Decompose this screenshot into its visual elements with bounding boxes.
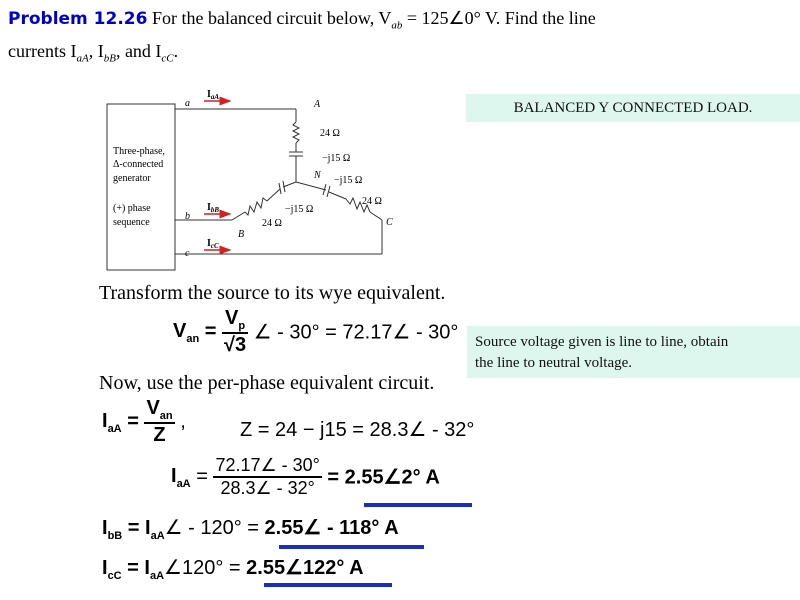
underline-icc	[264, 583, 392, 587]
icc-equation: $I_{cC}$ = $I_{aA}\angle 120^\circ$ = 2.55∠122° A	[102, 557, 364, 582]
load-note: BALANCED Y CONNECTED LOAD.	[466, 94, 800, 122]
iaa-result: = 2.55∠2° A	[327, 466, 440, 489]
z-equation: Z = 24 − j15 = 28.3∠ - 32°	[240, 419, 475, 441]
r-right-label: 24 Ω	[362, 196, 382, 207]
resistor-left	[245, 198, 267, 215]
node-a: a	[185, 98, 190, 109]
iaa-definition: $I_{aA}$ = $\frac{V_{an}}{Z}$ ,	[102, 397, 186, 446]
node-N: N	[314, 170, 321, 181]
van-fraction: $\frac{V_p}{√3}$	[224, 307, 247, 356]
step1-text: Transform the source to its wye equivalent.	[99, 282, 446, 304]
resistor-top	[293, 122, 299, 143]
x-left-label: −j15 Ω	[285, 204, 314, 215]
circuit-diagram	[100, 88, 400, 278]
current-label-aA: $I_{aA}$	[207, 89, 220, 101]
van-equation: $V_{an}$ = $\frac{V_p}{√3}$ ∠ - 30° = 72.17∠ - 30°	[173, 307, 459, 356]
node-B: B	[238, 229, 245, 240]
source-note: Source voltage given is line to line, obtain the line to neutral voltage.	[467, 326, 800, 378]
problem-text-line2: currents $I_{aA}$, $I_{bB}$, and $I_{cC}$.	[8, 40, 179, 65]
node-C: C	[386, 217, 393, 228]
current-label-bB: $I_{bB}$	[207, 202, 220, 214]
generator-label-4: (+) phase	[113, 203, 151, 214]
icc-result: 2.55∠122° A	[246, 557, 364, 579]
generator-box	[107, 104, 175, 270]
generator-label-3: generator	[113, 173, 151, 184]
current-label-cC: $I_{cC}$	[207, 238, 219, 250]
generator-label-1: Three-phase,	[113, 146, 165, 157]
underline-ibb	[279, 545, 424, 549]
x-top-label: −j15 Ω	[322, 153, 351, 164]
problem-label: Problem 12.26	[8, 9, 148, 29]
step2-text: Now, use the per-phase equivalent circuit.	[99, 372, 435, 394]
ibb-equation: $I_{bB}$ = $I_{aA}\angle - 120^\circ$ = 2.55∠ - 118° A	[102, 517, 399, 542]
node-A: A	[314, 99, 321, 110]
generator-label-5: sequence	[113, 217, 150, 228]
iaa-calculation: $I_{aA}$ = $\frac{72.17\angle - 30^\circ}{28.3\angle - 32^\circ}$ = 2.55∠2° A	[171, 455, 440, 498]
problem-statement	[8, 6, 768, 71]
x-right-label: −j15 Ω	[334, 175, 363, 186]
underline-iaa	[364, 503, 472, 507]
r-top-label: 24 Ω	[320, 128, 340, 139]
ibb-result: 2.55∠ - 118° A	[264, 517, 399, 539]
node-b: b	[185, 211, 190, 222]
node-c: c	[185, 248, 190, 259]
generator-label-2: Δ-connected	[113, 159, 164, 170]
problem-text-line1: For the balanced circuit below, $V_{ab}$ = 125∠0° V. Find the line	[151, 8, 596, 32]
r-left-label: 24 Ω	[262, 218, 282, 229]
